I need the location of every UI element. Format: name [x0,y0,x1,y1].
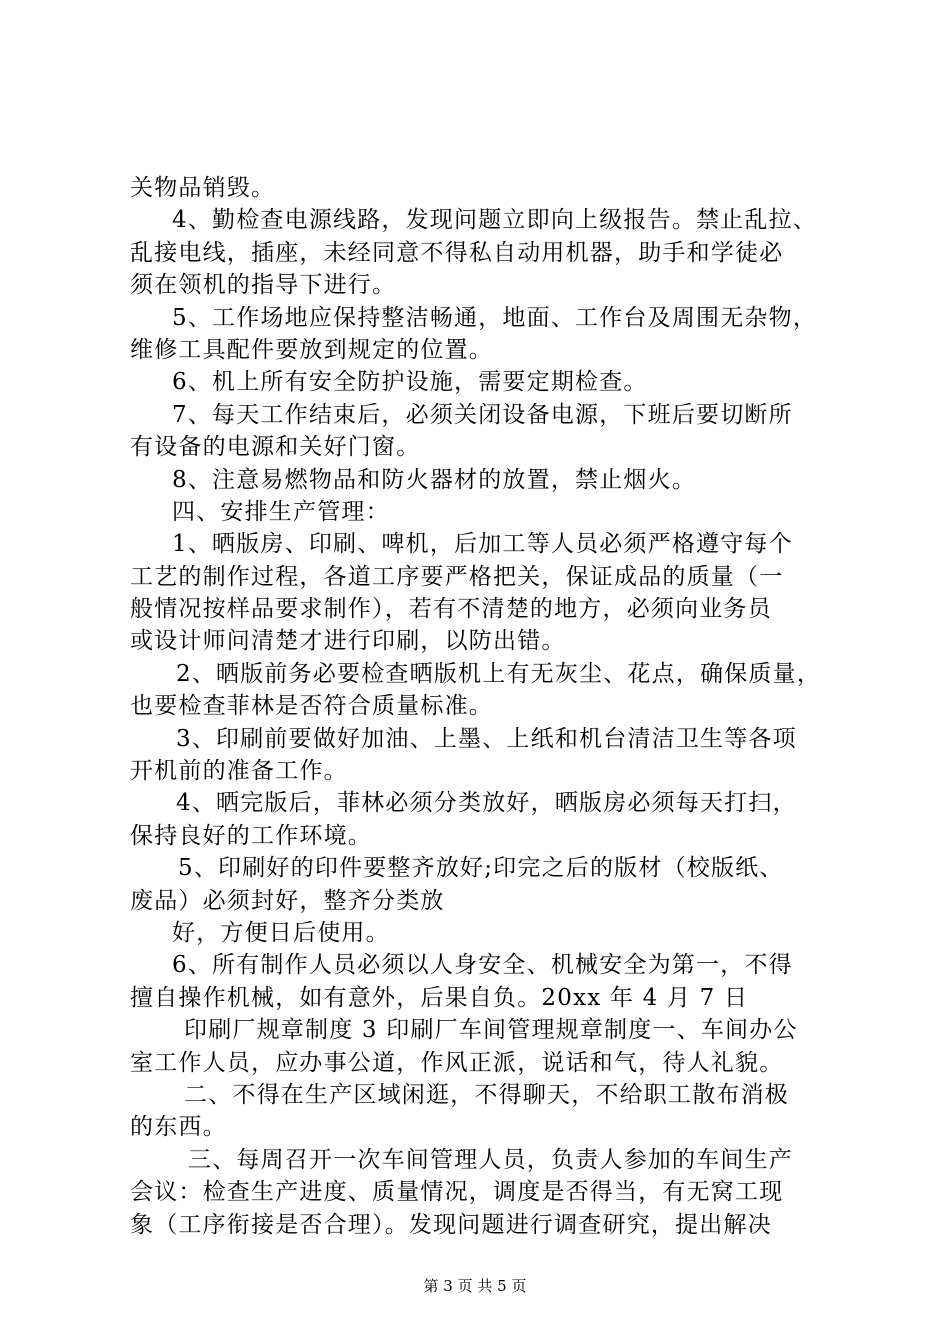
text-line: 般情况按样品要求制作），若有不清楚的地方，必须向业务员 [130,596,772,623]
text-line: 乱接电线，插座，未经同意不得私自动用机器，助手和学徒必 [130,239,784,266]
text-line: 四、安排生产管理： [172,498,390,525]
text-line: 7、每天工作结束后，必须关闭设备电源，下班后要切断所 [172,401,793,428]
page-footer: 第 3 页 共 5 页 [423,1277,527,1295]
text-line: 的东西。 [130,1114,227,1141]
text-line: 保持良好的工作环境。 [130,822,372,849]
text-line: 室工作人员，应办事公道，作风正派，说话和气，待人礼貌。 [130,1049,784,1076]
text-line: 会议：检查生产进度、质量情况，调度是否得当，有无窝工现 [130,1179,784,1206]
text-line: 关物品销毁。 [130,175,276,201]
text-line: 2、晒版前务必要检查晒版机上有无灰尘、花点，确保质量， [176,660,822,687]
text-line: 6、机上所有安全防护设施，需要定期检查。 [172,369,648,396]
text-line: 8、注意易燃物品和防火器材的放置，禁止烟火。 [172,466,697,493]
text-line: 好，方便日后使用。 [172,919,390,946]
text-line: 4、勤检查电源线路，发现问题立即向上级报告。禁止乱拉、 [172,207,818,234]
text-line: 三、每周召开一次车间管理人员，负责人参加的车间生产 [188,1146,793,1173]
text-line: 擅自操作机械，如有意外，后果自负。20xx 年 4 月 7 日 [130,984,749,1011]
text-line: 6、所有制作人员必须以人身安全、机械安全为第一，不得 [172,952,793,979]
text-line: 或设计师问清楚才进行印刷，以防出错。 [130,628,566,655]
text-line: 也要检查菲林是否符合质量标准。 [130,693,493,720]
text-line: 象（工序衔接是否合理）。发现问题进行调查研究，提出解决 [130,1211,772,1238]
text-line: 印刷厂规章制度 3 印刷厂车间管理规章制度一、车间办公 [184,1017,798,1044]
text-line: 维修工具配件要放到规定的位置。 [130,336,493,363]
document-body [130,172,830,1241]
text-line: 二、不得在生产区域闲逛，不得聊天，不给职工散布消极 [184,1081,789,1108]
text-line: 4、晒完版后，菲林必须分类放好，晒版房必须每天打扫， [176,790,797,817]
text-line: 须在领机的指导下进行。 [130,272,397,299]
text-line: 工艺的制作过程，各道工序要严格把关，保证成品的质量（一 [130,563,784,590]
text-line: 废品）必须封好，整齐分类放 [130,887,445,914]
text-line: 5、工作场地应保持整洁畅通，地面、工作台及周围无杂物， [172,304,818,331]
text-line: 3、印刷前要做好加油、上墨、上纸和机台清洁卫生等各项 [176,725,797,752]
text-line: 开机前的准备工作。 [130,758,348,785]
text-line: 5、印刷好的印件要整齐放好;印完之后的版材（校版纸、 [178,855,784,882]
text-line: 1、晒版房、印刷、啤机，后加工等人员必须严格遵守每个 [172,531,793,558]
text-line: 有设备的电源和关好门窗。 [130,434,421,461]
